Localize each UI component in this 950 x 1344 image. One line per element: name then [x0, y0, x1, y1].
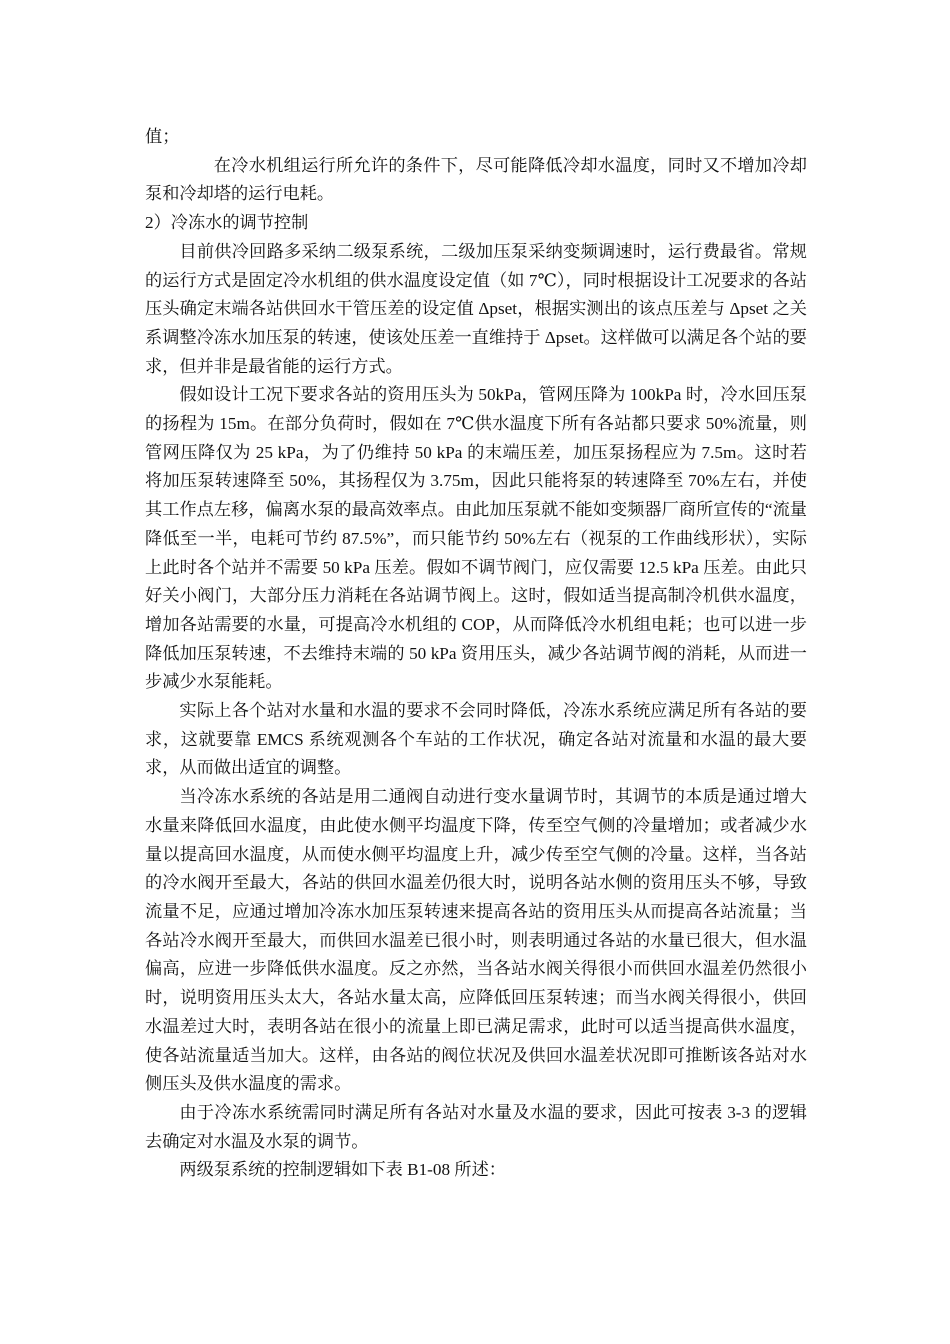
paragraph-secondary-pump: 目前供冷回路多采纳二级泵系统，二级加压泵采纳变频调速时，运行费最省。常规的运行方式是固定冷水机组的供水温度设定值（如 7℃），同时根据设计工况要求的各站压头确定末端各站供回水干管压差的设定值 Δpset，根据实测出的该点压差与 Δpset 之关系调整冷冻水加压泵的转速，使该处压差一直维持于 Δpset。这样做可以满足各个站的要求，但并非是最省能的运行方式。 [145, 241, 807, 376]
paragraph-two-way-valve: 当冷冻水系统的各站是用二通阀自动进行变水量调节时，其调节的本质是通过增大水量来降低回水温度，由此使水侧平均温度下降，传至空气侧的冷量增加；或者减少水量以提高回水温度，从而使水侧平均温度上升，减少传至空气侧的冷量。这样，当各站的冷水阀开至最大，各站的供回水温差仍很大时，说明各站水侧的资用压头不够，导致流量不足，应通过增加冷冻水加压泵转速来提高各站的资用压头从而提高各站流量；当各站冷水阀开至最大，而供回水温差已很小时，则表明通过各站的水量已很大，但水温偏高，应进一步降低供水温度。反之亦然，当各站水阀关得很小而供回水温差仍然很小时，说明资用压头太大，各站水量太高，应降低回压泵转速；而当水阀关得很小，供回水温差过大时，表明各站在很小的流量上即已满足需求，此时可以适当提高供水温度，使各站流量适当加大。这样，由各站的阀位状况及供回水温差状况即可推断该各站对水侧压头及供水温度的需求。 [145, 787, 807, 1094]
paragraph-table-reference: 由于冷冻水系统需同时满足所有各站对水量及水温的要求，因此可按表 3-3 的逻辑去确定对水温及水泵的调节。 [145, 1102, 807, 1151]
paragraph-design-example: 假如设计工况下要求各站的资用压头为 50kPa，管网压降为 100kPa 时，冷水回压泵的扬程为 15m。在部分负荷时，假如在 7℃供水温度下所有各站都只要求 50%流量，则管网压降仅为 25 kPa，为了仍维持 50 kPa 的末端压差，加压泵扬程应为 7.5m。这时若将加压泵转速降至 50%，其扬程仅为 3.75m，因此只能将泵的转速降至 70%左右，并使其工作点左移，偏离水泵的最高效率点。由此加压泵就不能如变频器厂商所宣传的“流量降低至一半，电耗可节约 87.5%”，而只能节约 50%左右（视泵的工作曲线形状），实际上此时各个站并不需要 50 kPa 压差。假如不调节阀门，应仅需要 12.5 kPa 压差。由此只好关小阀门，大部分压力消耗在各站调节阀上。这时，假如适当提高制冷机供水温度，增加各站需要的水量，可提高冷水机组的 COP，从而降低冷水机组电耗；也可以进一步降低加压泵转速，不去维持末端的 50 kPa 资用压头，减少各站调节阀的消耗，从而进一步减少水泵能耗。 [145, 385, 807, 692]
paragraph-emcs: 实际上各个站对水量和水温的要求不会同时降低，冷冻水系统应满足所有各站的要求，这就要靠 EMCS 系统观测各个车站的工作状况，确定各站对流量和水温的最大要求，从而做出适宜的调整。 [145, 701, 807, 778]
paragraph-control-logic: 两级泵系统的控制逻辑如下表 B1-08 所述： [179, 1160, 506, 1180]
document-body [145, 123, 807, 1185]
paragraph-continuation: 值； [145, 127, 180, 146]
paragraph-cooling-water: 在冷水机组运行所允许的条件下，尽可能降低冷却水温度，同时又不增加冷却泵和冷却塔的运行电耗。 [145, 155, 807, 204]
section-heading-chilled-water-control: 2）冷冻水的调节控制 [145, 213, 309, 233]
